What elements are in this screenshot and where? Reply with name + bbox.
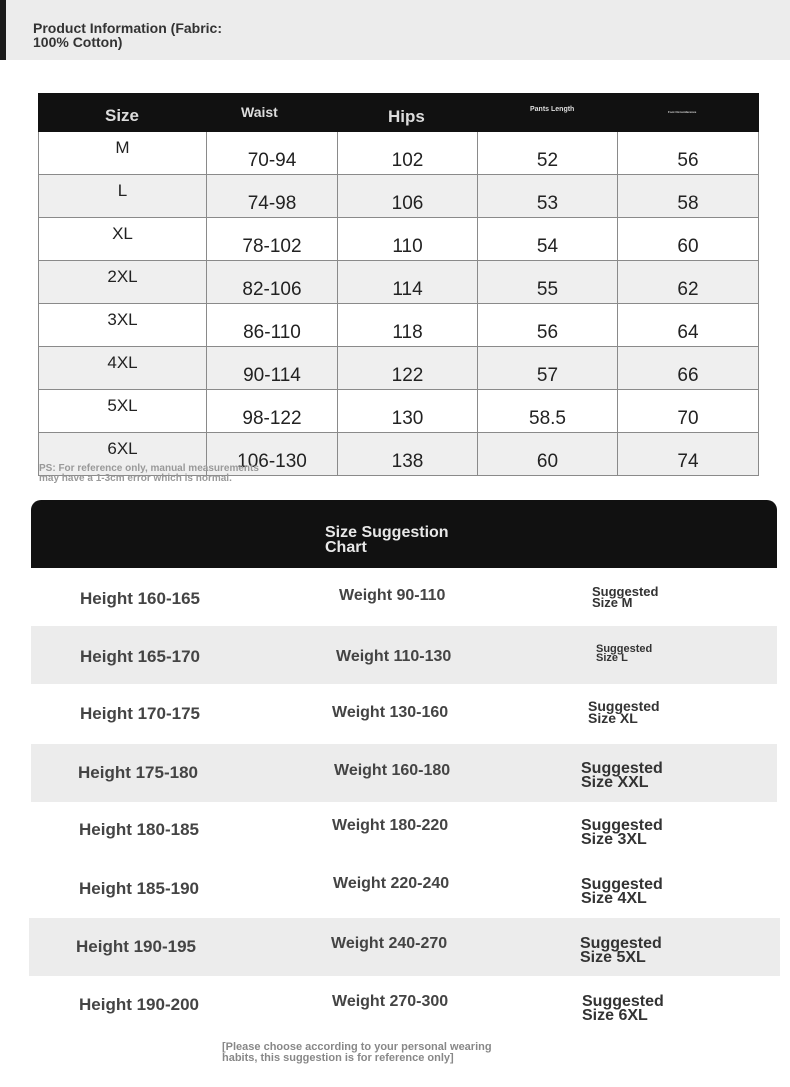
suggestion-height: Height 175-180 [78, 763, 198, 782]
suggestion-row [31, 978, 777, 1036]
cell-foot: 64 [618, 304, 759, 347]
cell-pants-length: 55 [478, 261, 618, 304]
suggestion-height: Height 170-175 [80, 704, 200, 723]
cell-hips: 110 [338, 218, 478, 261]
suggestion-row [31, 744, 777, 802]
suggestion-size: Suggested Size L [596, 643, 653, 665]
cell-size: 5XL [39, 390, 207, 433]
suggestion-height: Height 185-190 [79, 879, 199, 898]
suggestion-height: Height 180-185 [79, 820, 199, 839]
cell-foot: 58 [618, 175, 759, 218]
header-size-label: Size [105, 105, 140, 125]
suggestion-height: Height 165-170 [80, 647, 200, 666]
cell-size: L [39, 175, 207, 218]
cell-foot: 70 [618, 390, 759, 433]
suggestion-weight: Weight 160-180 [334, 762, 451, 779]
table-row [39, 132, 759, 175]
suggestion-row [31, 626, 777, 684]
suggestion-size: Suggested Size M [592, 584, 659, 611]
suggestion-size: Suggested Size 5XL [580, 935, 662, 966]
cell-hips: 114 [338, 261, 478, 304]
cell-waist: 78-102 [207, 218, 338, 261]
header-hips [338, 94, 478, 132]
banner-accent-bar [0, 0, 6, 60]
table-row [39, 347, 759, 390]
suggestion-height: Height 190-200 [79, 995, 199, 1014]
cell-hips: 138 [338, 433, 478, 476]
cell-pants-length: 57 [478, 347, 618, 390]
table-row [39, 261, 759, 304]
header-waist-label: Waist [241, 103, 278, 120]
cell-size: 6XL [39, 433, 207, 476]
cell-pants-length: 60 [478, 433, 618, 476]
cell-hips: 106 [338, 175, 478, 218]
suggestion-row [31, 568, 777, 626]
cell-hips: 102 [338, 132, 478, 175]
cell-foot: 56 [618, 132, 759, 175]
header-foot-label: Foot Circumference [668, 109, 697, 114]
header-foot [618, 94, 759, 132]
cell-pants-length: 52 [478, 132, 618, 175]
suggestion-size: Suggested Size XXL [581, 760, 663, 791]
header-size [39, 94, 207, 132]
header-waist [207, 94, 338, 132]
table-row [39, 390, 759, 433]
cell-waist: 98-122 [207, 390, 338, 433]
cell-foot: 74 [618, 433, 759, 476]
cell-pants-length: 58.5 [478, 390, 618, 433]
cell-size: 4XL [39, 347, 207, 390]
cell-waist: 82-106 [207, 261, 338, 304]
cell-hips: 118 [338, 304, 478, 347]
suggestion-height: Height 190-195 [76, 937, 196, 956]
suggestion-weight: Weight 220-240 [333, 875, 450, 892]
cell-waist: 86-110 [207, 304, 338, 347]
table-row [39, 304, 759, 347]
cell-waist: 74-98 [207, 175, 338, 218]
table-row [39, 175, 759, 218]
suggestion-row [31, 803, 777, 861]
header-pants-length-label: Pants Length [530, 105, 575, 113]
cell-size: XL [39, 218, 207, 261]
suggestion-weight: Weight 270-300 [332, 993, 449, 1010]
measurement-table [38, 93, 759, 476]
cell-size: M [39, 132, 207, 175]
table-row [39, 218, 759, 261]
cell-waist: 70-94 [207, 132, 338, 175]
cell-hips: 130 [338, 390, 478, 433]
suggestion-height: Height 160-165 [80, 589, 200, 608]
suggestion-weight: Weight 90-110 [339, 587, 446, 604]
suggestion-size: Suggested Size 6XL [582, 993, 664, 1024]
suggestion-weight: Weight 130-160 [332, 704, 449, 721]
suggestion-weight: Weight 240-270 [331, 935, 448, 952]
suggestion-row [31, 686, 777, 744]
suggestion-header [31, 500, 777, 568]
suggestion-size: Suggested Size 3XL [581, 817, 663, 848]
suggestion-weight: Weight 180-220 [332, 817, 449, 834]
cell-pants-length: 53 [478, 175, 618, 218]
product-info-banner [0, 0, 790, 60]
product-info-title: Product Information (Fabric: 100% Cotton) [33, 20, 222, 50]
suggestion-row [31, 861, 777, 919]
suggestion-size: Suggested Size XL [588, 698, 660, 726]
cell-foot: 66 [618, 347, 759, 390]
header-pants-length [478, 94, 618, 132]
suggestion-weight: Weight 110-130 [336, 648, 452, 665]
cell-foot: 62 [618, 261, 759, 304]
cell-waist: 90-114 [207, 347, 338, 390]
footer-note: [Please choose according to your personal wearing habits, this suggestion is for reference only] [222, 1041, 492, 1064]
cell-foot: 60 [618, 218, 759, 261]
cell-size: 2XL [39, 261, 207, 304]
ps-note: PS: For reference only, manual measurements may have a 1-3cm error which is normal. [39, 463, 259, 484]
cell-pants-length: 54 [478, 218, 618, 261]
cell-pants-length: 56 [478, 304, 618, 347]
cell-hips: 122 [338, 347, 478, 390]
cell-size: 3XL [39, 304, 207, 347]
header-hips-label: Hips [388, 106, 425, 126]
suggestion-size: Suggested Size 4XL [581, 876, 663, 907]
suggestion-title: Size Suggestion Chart [325, 524, 449, 556]
measurement-header-row [39, 94, 759, 132]
suggestion-row [29, 918, 780, 976]
cell-waist: 106-130 [207, 433, 338, 476]
